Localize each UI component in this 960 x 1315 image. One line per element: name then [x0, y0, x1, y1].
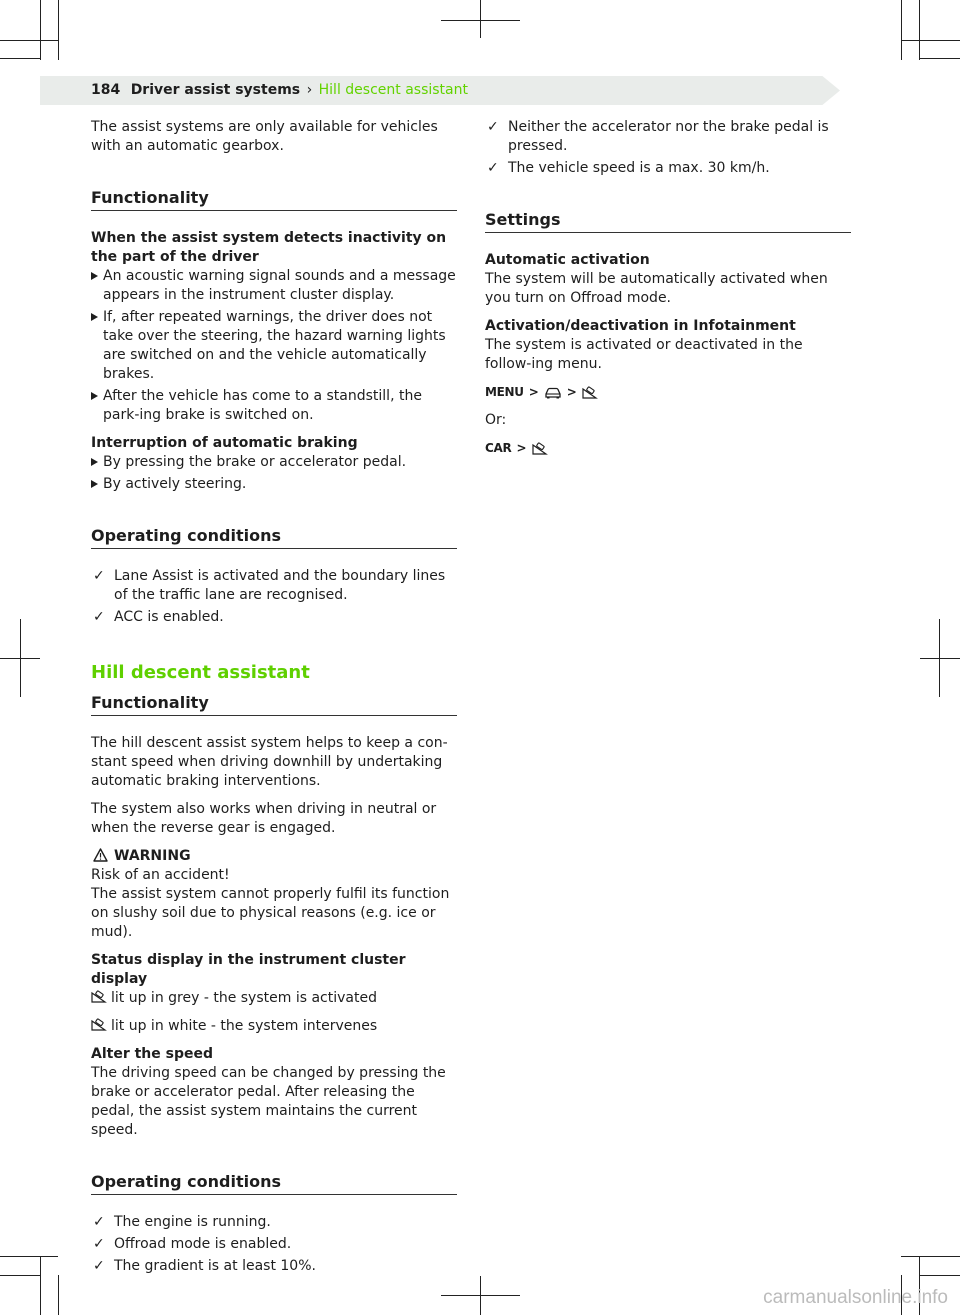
status-display-title: Status display in the instrument cluster display — [91, 952, 406, 987]
check-icon: ✓ — [487, 119, 499, 135]
check-icon: ✓ — [487, 160, 499, 176]
left-column — [91, 118, 457, 1285]
list-item — [91, 1235, 457, 1254]
list-item-text: The engine is running. — [114, 1214, 271, 1230]
list-item-text: Offroad mode is enabled. — [114, 1236, 292, 1252]
hill-descent-icon — [91, 1018, 107, 1032]
hill-descent-title: Hill descent assistant — [91, 662, 310, 683]
list-item-text: Neither the accelerator nor the brake pedal is pressed. — [508, 119, 829, 154]
interruption-list — [91, 453, 457, 494]
chevron-right-icon: > — [516, 441, 527, 455]
infotainment-title: Activation/deactivation in Infotainment — [485, 318, 796, 334]
warning-heading — [91, 847, 457, 866]
crop-mark — [920, 658, 960, 659]
crop-mark — [40, 1256, 41, 1315]
hill-descent-icon — [532, 442, 548, 456]
operating-conditions-2-heading: Operating conditions — [91, 1172, 457, 1195]
menu-key: MENU — [485, 385, 524, 399]
car-key: CAR — [485, 441, 512, 455]
check-icon: ✓ — [93, 568, 105, 584]
check-icon: ✓ — [93, 1258, 105, 1274]
functionality-heading: Functionality — [91, 188, 457, 211]
operating-conditions-list — [91, 567, 457, 627]
or-label: Or: — [485, 412, 507, 428]
crop-mark — [0, 1275, 40, 1276]
check-icon: ✓ — [93, 609, 105, 625]
crop-mark — [58, 1275, 59, 1315]
menu-path-2 — [485, 439, 851, 458]
page-number: 184 — [91, 82, 121, 98]
hill-descent-icon — [582, 386, 598, 400]
alter-speed-text: The driving speed can be changed by pressing the brake or accelerator pedal. After releasing the pedal, the assist system maintains the current speed. — [91, 1065, 446, 1138]
inactivity-list — [91, 267, 457, 425]
crop-mark — [0, 1256, 58, 1257]
list-item-text: The gradient is at least 10%. — [114, 1258, 316, 1274]
list-item: After the vehicle has come to a standstill, the park-ing brake is switched on. — [91, 387, 457, 425]
menu-path-1 — [485, 383, 851, 402]
alter-speed-title: Alter the speed — [91, 1046, 213, 1062]
list-item: If, after repeated warnings, the driver does not take over the steering, the hazard warning lights are switched on and the vehicle automatically brakes. — [91, 308, 457, 384]
crop-mark — [901, 40, 960, 41]
crop-mark — [919, 0, 920, 60]
list-item — [91, 1257, 457, 1276]
list-item: An acoustic warning signal sounds and a message appears in the instrument cluster display. — [91, 267, 457, 305]
chevron-right-icon: > — [528, 385, 539, 399]
watermark: carmanualsonline.info — [763, 1287, 948, 1308]
status-grey — [91, 989, 457, 1008]
crop-mark — [0, 658, 40, 659]
crop-mark — [40, 0, 41, 60]
hill-descent-icon — [91, 990, 107, 1004]
list-item: By actively steering. — [91, 475, 457, 494]
hill-paragraph-2: The system also works when driving in neutral or when the reverse gear is engaged. — [91, 801, 437, 836]
chapter-title: Driver assist systems — [130, 82, 301, 98]
list-item — [91, 567, 457, 605]
crop-mark — [919, 1275, 960, 1276]
crop-mark — [0, 58, 40, 59]
crop-mark — [919, 58, 960, 59]
inactivity-title: When the assist system detects inactivity on the part of the driver — [91, 230, 447, 265]
list-item — [485, 159, 851, 178]
list-item: By pressing the brake or accelerator pedal. — [91, 453, 457, 472]
status-white — [91, 1017, 457, 1036]
list-item-text: The vehicle speed is a max. 30 km/h. — [508, 160, 770, 176]
warning-line-1: Risk of an accident! — [91, 867, 230, 883]
settings-heading: Settings — [485, 210, 851, 233]
warning-label: WARNING — [114, 848, 191, 864]
automatic-activation-title: Automatic activation — [485, 252, 650, 268]
automatic-activation-text: The system will be automatically activated when you turn on Offroad mode. — [485, 271, 828, 306]
running-header — [91, 82, 468, 98]
operating-conditions-heading: Operating conditions — [91, 526, 457, 549]
crop-mark — [901, 0, 902, 60]
chevron-right-icon: > — [566, 385, 577, 399]
check-icon: ✓ — [93, 1214, 105, 1230]
status-white-text: lit up in white - the system intervenes — [111, 1018, 378, 1034]
crop-mark — [0, 40, 58, 41]
operating-conditions-2-list — [91, 1213, 457, 1276]
section-title: Hill descent assistant — [318, 82, 468, 98]
crop-mark — [901, 1256, 960, 1257]
car-icon — [544, 387, 562, 399]
hill-functionality-heading: Functionality — [91, 693, 457, 716]
crop-mark — [58, 0, 59, 60]
interruption-title: Interruption of automatic braking — [91, 435, 358, 451]
continued-conditions-list — [485, 118, 851, 178]
breadcrumb-separator: › — [306, 82, 313, 98]
crop-mark — [480, 0, 481, 38]
status-grey-text: lit up in grey - the system is activated — [111, 990, 377, 1006]
list-item — [91, 1213, 457, 1232]
warning-triangle-icon — [93, 848, 108, 862]
hill-paragraph-1: The hill descent assist system helps to keep a con-stant speed when driving downhill by undertaking automatic braking interventions. — [91, 735, 448, 789]
list-item-text: ACC is enabled. — [114, 609, 224, 625]
right-column — [485, 118, 851, 467]
infotainment-text: The system is activated or deactivated in the follow-ing menu. — [485, 337, 803, 372]
list-item-text: Lane Assist is activated and the boundary lines of the traffic lane are recognised. — [114, 568, 446, 603]
list-item — [485, 118, 851, 156]
intro-paragraph: The assist systems are only available for vehicles with an automatic gearbox. — [91, 119, 438, 154]
list-item — [91, 608, 457, 627]
crop-mark — [441, 20, 520, 21]
check-icon: ✓ — [93, 1236, 105, 1252]
crop-mark — [441, 1295, 520, 1296]
warning-line-2: The assist system cannot properly fulfil its function on slushy soil due to physical reasons (e.g. ice or mud). — [91, 886, 450, 940]
